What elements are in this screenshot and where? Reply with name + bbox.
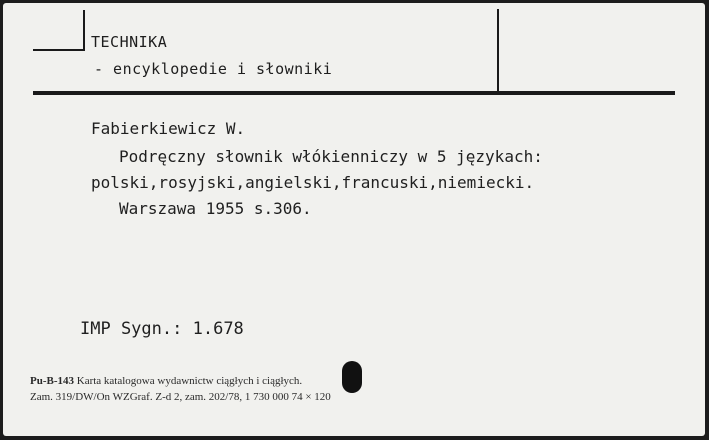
footer-line-2: Zam. 319/DW/On WZGraf. Z-d 2, zam. 202/78, 1 730 000 74 × 120: [30, 391, 331, 403]
title-line-2: polski,rosyjski,angielski,francuski,niemiecki.: [91, 173, 535, 192]
call-number-label: IMP Sygn.:: [80, 319, 183, 339]
imprint-line: Warszawa 1955 s.306.: [119, 199, 312, 218]
header-vertical-rule: [497, 9, 499, 92]
title-line-1: Podręczny słownik włókienniczy w 5 językach:: [119, 147, 543, 166]
catalog-card: [3, 3, 705, 436]
header-horizontal-rule: [33, 91, 675, 95]
category-heading: TECHNIKA: [91, 33, 168, 51]
punch-hole: [342, 361, 362, 393]
footer-text-1: Karta katalogowa wydawnictw ciągłych i ciągłych.: [76, 375, 303, 387]
header-corner-mark: [33, 10, 85, 51]
footer-line-1: [30, 375, 302, 387]
call-number: [80, 319, 244, 339]
author-line: Fabierkiewicz W.: [91, 119, 246, 138]
subcategory-heading: - encyklopedie i słowniki: [94, 60, 333, 78]
footer-code: Pu-B-143: [30, 375, 74, 387]
call-number-value: 1.678: [192, 319, 244, 339]
